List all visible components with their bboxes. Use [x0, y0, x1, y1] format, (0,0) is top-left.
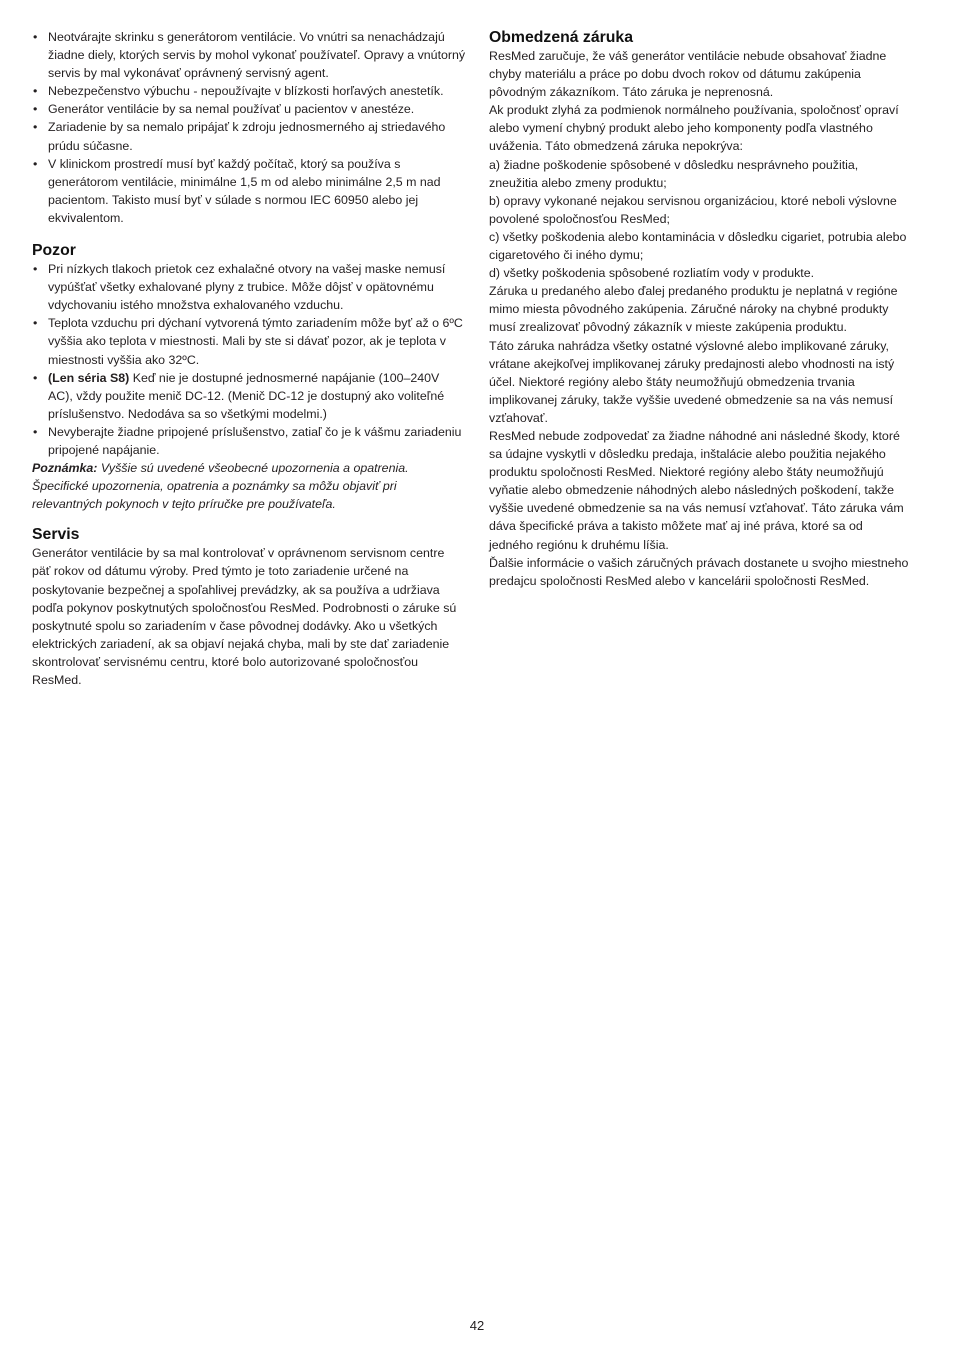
left-column: [32, 28, 466, 689]
warranty-paragraph: c) všetky poškodenia alebo kontaminácia v dôsledku cigariet, potrubia alebo cigaretového či iného dymu;: [489, 229, 907, 263]
list-item-text: Teplota vzduchu pri dýchaní vytvorená týmto zariadením môže byť až o 6ºC vyššia ako teplota v miestnosti. Mali by ste si dávať pozor, ak je teplota v miestnosti vyššia ako 32ºC.: [48, 316, 463, 367]
warranty-paragraph: Ak produkt zlyhá za podmienok normálneho používania, spoločnosť opraví alebo vymení chybný produkt alebo jeho komponenty podľa vlastného uváženia. Táto obmedzená záruka nepokrýva:: [489, 103, 899, 154]
list-item: • Nebezpečenstvo výbuchu - nepoužívajte v blízkosti horľavých anestetík.: [33, 84, 444, 99]
servis-heading: Servis: [32, 526, 80, 544]
note-text: Vyššie sú uvedené všeobecné upozornenia a opatrenia. Špecifické upozornenia, opatrenia a poznámky sa môžu objaviť pri relevantných pokynoch v tejto príručke pre používateľa.: [32, 461, 409, 512]
list-item: • Neotvárajte skrinku s generátorom ventilácie. Vo vnútri sa nenachádzajú žiadne diely, ktorých servis by mohol vykonať používateľ. Opravy a vnútorný servis by mal vykonávať oprávnený servisný agent.: [33, 30, 466, 81]
list-item: • Zariadenie by sa nemalo pripájať k zdroju jednosmerného aj striedavého prúdu súčasne.: [33, 120, 446, 153]
note-label: Poznámka:: [32, 461, 98, 476]
list-item: • Teplota vzduchu pri dýchaní vytvorená týmto zariadením môže byť až o 6ºC vyššia ako teplota v miestnosti. Mali by ste si dávať pozor, ak je teplota v miestnosti vyššia ako 32ºC.: [33, 316, 463, 367]
warnings-list: [32, 28, 466, 227]
pozor-heading: Pozor: [32, 242, 76, 260]
warranty-paragraph: a) žiadne poškodenie spôsobené v dôsledku nesprávneho použitia, zneužitia alebo zmeny produktu;: [489, 157, 859, 190]
list-item-text: Generátor ventilácie by sa nemal používať u pacientov v anestéze.: [48, 102, 415, 117]
list-item: • Generátor ventilácie by sa nemal používať u pacientov v anestéze.: [33, 102, 415, 117]
list-item-text: Keď nie je dostupné jednosmerné napájanie (100–240V AC), vždy použite menič DC-12. (Menič DC-12 je dostupný ako voliteľné príslušenstvo. Nedodáva sa so všetkými modelmi.): [48, 370, 445, 421]
list-item-text: Nebezpečenstvo výbuchu - nepoužívajte v blízkosti horľavých anestetík.: [48, 84, 444, 99]
list-item: • (Len séria S8) Keď nie je dostupné jednosmerné napájanie (100–240V AC), vždy použite menič DC-12. (Menič DC-12 je dostupný ako voliteľné príslušenstvo. Nedodáva sa so všetkými modelmi.): [33, 370, 445, 421]
note-paragraph: [32, 459, 466, 513]
warranty-paragraph: b) opravy vykonané nejakou servisnou organizáciou, ktoré neboli výslovne povolené spoločnosťou ResMed;: [489, 193, 897, 226]
list-item: • Pri nízkych tlakoch prietok cez exhalačné otvory na vašej maske nemusí vypúšťať všetky exhalované plyny z trubice. Môže dôjsť v opätovnému vdychovaniu istého množstva exhalovaného vzduchu.: [33, 262, 446, 313]
servis-paragraph: Generátor ventilácie by sa mal kontrolovať v oprávnenom servisnom centre päť rokov od dátumu výroby. Pred týmto je toto zariadenie určené na poskytovanie bezpečnej a spoľahlivej prevádzky, ak sa používa a udržiava podľa pokynov poskytnutých spoločnosťou ResMed. Podrobnosti o záruke sú poskytnuté spolu so zariadením v čase pôvodnej dodávky. Ako u všetkých elektrických zariadení, ak sa objaví nejaká chyba, mali by ste dať zariadenie skontrolovať servisnému centru, ktoré bolo autorizované spoločnosťou ResMed.: [32, 546, 457, 687]
series-label: (Len séria S8): [48, 370, 130, 385]
cautions-list: [32, 260, 466, 459]
page-number: 42: [469, 1318, 485, 1333]
list-item-text: V klinickom prostredí musí byť každý počítač, ktorý sa používa s generátorom ventilácie, minimálne 1,5 m od alebo minimálne 2,5 m nad pacientom. Takisto musí byť v súlade s normou IEC 60950 alebo jej ekvivalentom.: [48, 156, 441, 225]
list-item-text: Pri nízkych tlakoch prietok cez exhalačné otvory na vašej maske nemusí vypúšťať všetky exhalované plyny z trubice. Môže dôjsť v opätovnému vdychovaniu istého množstva exhalovaného vzduchu.: [48, 262, 446, 313]
warranty-paragraph: ResMed nebude zodpovedať za žiadne náhodné ani následné škody, ktoré sa údajne vyskytli v dôsledku predaja, inštalácie alebo použitia nejakého produktu spoločnosti ResMed. Niektoré regióny alebo štáty neumožňujú vyňatie alebo obmedzenie náhodných alebo následných poškodení, takže vyššie uvedené obmedzenie sa na vás nemusí vzťahovať. Táto záruka vám dáva špecifické práva a takisto môžete mať aj iné práva, ktoré sa od jedného regiónu k druhému líšia.: [489, 428, 904, 552]
warranty-paragraph: Ďalšie informácie o vašich záručných právach dostanete u svojho miestneho predajcu spoločnosti ResMed alebo v kancelárii spoločnosti ResMed.: [489, 555, 909, 588]
warranty-paragraph: Táto záruka nahrádza všetky ostatné výslovné alebo implikované záruky, vrátane akejkoľvej implikovanej záruky predajnosti alebo vhodnosti na istý účel. Niektoré regióny alebo štáty neumožňujú obmedzenia trvania implikovanej záruky, takže vyššie uvedené obmedzenie sa na vás nemusí vzťahovať.: [489, 338, 895, 425]
list-item-text: Nevyberajte žiadne pripojené príslušenstvo, zatiaľ čo je k vášmu zariadeniu pripojené napájanie.: [48, 424, 462, 457]
warranty-paragraph: ResMed zaručuje, že váš generátor ventilácie nebude obsahovať žiadne chyby materiálu a práce po dobu dvoch rokov od dátumu zakúpenia pôvodným zákazníkom. Táto záruka je neprenosná.: [489, 49, 887, 100]
list-item: • Nevyberajte žiadne pripojené príslušenstvo, zatiaľ čo je k vášmu zariadeniu pripojené napájanie.: [33, 424, 462, 457]
warranty-heading: Obmedzená záruka: [489, 29, 633, 46]
list-item-text: Neotvárajte skrinku s generátorom ventilácie. Vo vnútri sa nenachádzajú žiadne diely, ktorých servis by mohol vykonať používateľ. Opravy a vnútorný servis by mal vykonávať oprávnený servisný agent.: [48, 30, 466, 81]
list-item: • V klinickom prostredí musí byť každý počítač, ktorý sa používa s generátorom ventilácie, minimálne 1,5 m od alebo minimálne 2,5 m nad pacientom. Takisto musí byť v súlade s normou IEC 60950 alebo jej ekvivalentom.: [33, 156, 441, 225]
warranty-paragraph: d) všetky poškodenia spôsobené rozliatím vody v produkte.: [489, 266, 815, 281]
right-column: [489, 28, 909, 590]
warranty-paragraph: Záruka u predaného alebo ďalej predaného produktu je neplatná v regióne mimo miesta pôvodného zakúpenia. Záručné nároky na chybné produkty musí zrealizovať pôvodný zákazník v mieste zakúpenia produktu.: [489, 284, 898, 335]
list-item-text: Zariadenie by sa nemalo pripájať k zdroju jednosmerného aj striedavého prúdu súčasne.: [48, 120, 446, 153]
